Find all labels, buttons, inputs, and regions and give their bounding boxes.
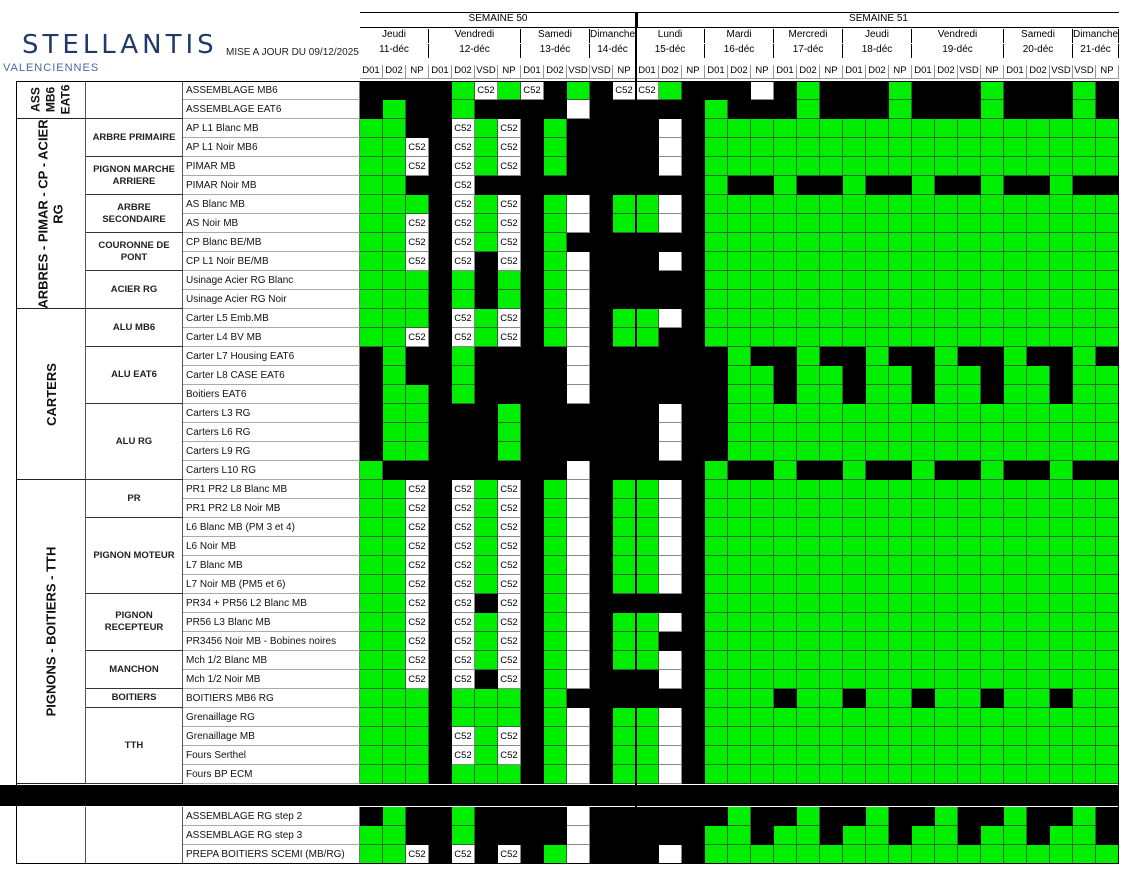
cell-c52: C52 [498,309,521,328]
category-label: ASS MB6 EAT6 [28,84,73,115]
shift-code: D02 [935,65,958,79]
cell-c52: C52 [452,613,475,632]
day-name-10: Dimanche [1073,29,1119,43]
row-label: Usinage Acier RG Noir [183,290,360,309]
update-date: MISE A JOUR DU 09/12/2025 [226,47,359,58]
cell-c52: C52 [498,575,521,594]
row-label: Fours Serthel [183,746,360,765]
row-label: Grenaillage RG [183,708,360,727]
shift-code: D02 [659,65,682,79]
row-label: Mch 1/2 Blanc MB [183,651,360,670]
cell-c52: C52 [498,499,521,518]
cell-c52: C52 [636,81,659,100]
shift-code: D01 [429,65,452,79]
cell-c52: C52 [498,480,521,499]
cell-c52: C52 [452,556,475,575]
day-date-8: 19-déc [912,44,1004,58]
week-51-header: SEMAINE 51 [636,12,1119,28]
cell-c52: C52 [452,119,475,138]
shift-code: NP [981,65,1004,79]
cell-c52: C52 [406,556,429,575]
cell-c52: C52 [406,632,429,651]
shift-code: D02 [797,65,820,79]
group-label: PR [86,480,183,518]
cell-c52: C52 [406,157,429,176]
day-name-8: Vendredi [912,29,1004,43]
group-label: PIGNON MOTEUR [86,518,183,594]
day-name-4: Lundi [636,29,705,43]
cell-c52: C52 [498,518,521,537]
row-label: AS Noir MB [183,214,360,233]
shift-code: D01 [1004,65,1027,79]
group-label: TTH [86,708,183,784]
day-date-7: 18-déc [843,44,912,58]
cell-c52: C52 [498,328,521,347]
row-label: PREPA BOITIERS SCEMI (MB/RG) [183,845,360,864]
cell-c52: C52 [498,670,521,689]
day-name-9: Samedi [1004,29,1073,43]
shift-code: NP [498,65,521,79]
cell-c52: C52 [452,309,475,328]
row-label: AP L1 Blanc MB [183,119,360,138]
cell-c52: C52 [406,499,429,518]
row-label: PR56 L3 Blanc MB [183,613,360,632]
cell-c52: C52 [452,845,475,864]
cell-c52: C52 [452,651,475,670]
cell-c52: C52 [498,119,521,138]
cell-c52: C52 [498,195,521,214]
row-label: PR34 + PR56 L2 Blanc MB [183,594,360,613]
cell-c52: C52 [452,328,475,347]
row-label: Fours BP ECM [183,765,360,784]
group-label: PIGNON RECEPTEUR [86,594,183,651]
shift-code: D01 [705,65,728,79]
cell-c52: C52 [452,252,475,271]
row-label: Carters L10 RG [183,461,360,480]
row-label: Carters L9 RG [183,442,360,461]
cell-c52: C52 [452,499,475,518]
day-name-6: Mercredi [774,29,843,43]
category-label: ARBRES - PIMAR - CP - ACIER RG [36,118,67,309]
cell-c52: C52 [498,537,521,556]
cell-c52: C52 [498,594,521,613]
cell-c52: C52 [452,138,475,157]
category-label: CARTERS [43,362,59,426]
row-label: PR1 PR2 L8 Blanc MB [183,480,360,499]
row-label: Boitiers EAT6 [183,385,360,404]
day-date-9: 20-déc [1004,44,1073,58]
row-label: AS Blanc MB [183,195,360,214]
week-50-header: SEMAINE 50 [360,12,636,28]
site-name: VALENCIENNES [3,62,100,74]
cell-c52: C52 [406,480,429,499]
group-label: ALU RG [86,404,183,480]
shift-code: VSD [567,65,590,79]
shift-code: VSD [590,65,613,79]
row-label: CP Blanc BE/MB [183,233,360,252]
category-label: PIGNONS - BOITIERS - TTH [43,546,59,717]
cell-c52: C52 [406,328,429,347]
day-date-5: 16-déc [705,44,774,58]
group-label: ARBRE SECONDAIRE [86,195,183,233]
row-label: BOITIERS MB6 RG [183,689,360,708]
shift-code: NP [751,65,774,79]
day-name-5: Mardi [705,29,774,43]
shift-code: NP [889,65,912,79]
cell-c52: C52 [498,138,521,157]
cell-c52: C52 [452,632,475,651]
row-label: CP L1 Noir BE/MB [183,252,360,271]
cell-c52: C52 [406,670,429,689]
shift-code: VSD [958,65,981,79]
row-label: Carter L7 Housing EAT6 [183,347,360,366]
cell-c52: C52 [452,727,475,746]
cell-c52: C52 [406,651,429,670]
cell-c52: C52 [406,138,429,157]
row-label: L6 Blanc MB (PM 3 et 4) [183,518,360,537]
group-label: COURONNE DE PONT [86,233,183,271]
shift-code: D01 [843,65,866,79]
cell-c52: C52 [406,594,429,613]
cell-c52: C52 [452,480,475,499]
cell-c52: C52 [498,233,521,252]
cell-c52: C52 [498,746,521,765]
row-label: Carter L8 CASE EAT6 [183,366,360,385]
cell-c52: C52 [475,81,498,100]
cell-c52: C52 [498,157,521,176]
row-label: L6 Noir MB [183,537,360,556]
group-label: MANCHON [86,651,183,689]
row-label: Carters L6 RG [183,423,360,442]
cell-c52: C52 [498,651,521,670]
day-date-2: 13-déc [521,44,590,58]
shift-code: D01 [521,65,544,79]
row-label: ASSEMBLAGE RG step 3 [183,826,360,845]
cell-c52: C52 [452,746,475,765]
shift-code: D02 [544,65,567,79]
cell-c52: C52 [498,727,521,746]
group-label: ARBRE PRIMAIRE [86,119,183,157]
row-label: Grenaillage MB [183,727,360,746]
shift-code: NP [406,65,429,79]
shift-code: D01 [636,65,659,79]
cell-c52: C52 [452,214,475,233]
group-label: PIGNON MARCHE ARRIERE [86,157,183,195]
shift-code: D01 [360,65,383,79]
day-date-1: 12-déc [429,44,521,58]
shift-code: D01 [912,65,935,79]
row-label: Carter L5 Emb.MB [183,309,360,328]
day-date-4: 15-déc [636,44,705,58]
cell-c52: C52 [452,594,475,613]
cell-c52: C52 [452,195,475,214]
shift-code: NP [682,65,705,79]
cell-c52: C52 [406,845,429,864]
cell-c52: C52 [452,157,475,176]
row-label: PR3456 Noir MB - Bobines noires [183,632,360,651]
row-label: Usinage Acier RG Blanc [183,271,360,290]
shift-code: NP [820,65,843,79]
day-name-0: Jeudi [360,29,429,43]
cell-c52: C52 [406,537,429,556]
row-label: PIMAR Noir MB [183,176,360,195]
stellantis-logo: STELLANTIS [22,30,218,60]
row-label: Carter L4 BV MB [183,328,360,347]
shift-code: VSD [475,65,498,79]
cell-c52: C52 [406,575,429,594]
cell-c52: C52 [406,214,429,233]
row-label: L7 Blanc MB [183,556,360,575]
cell-c52: C52 [521,81,544,100]
day-name-7: Jeudi [843,29,912,43]
row-label: ASSEMBLAGE RG step 2 [183,807,360,826]
cell-c52: C52 [498,613,521,632]
day-date-6: 17-déc [774,44,843,58]
shift-code: NP [613,65,636,79]
cell-c52: C52 [498,214,521,233]
cell-c52: C52 [452,233,475,252]
day-date-10: 21-déc [1073,44,1119,58]
row-label: Carters L3 RG [183,404,360,423]
day-name-3: Dimanche [590,29,636,43]
cell-c52: C52 [452,537,475,556]
group-label: ALU MB6 [86,309,183,347]
cell-c52: C52 [406,518,429,537]
cell-c52: C52 [406,252,429,271]
cell-c52: C52 [452,575,475,594]
shift-code: VSD [1073,65,1096,79]
shift-code: D02 [1027,65,1050,79]
cell-c52: C52 [406,613,429,632]
row-label: ASSEMBLAGE EAT6 [183,100,360,119]
row-label: L7 Noir MB (PM5 et 6) [183,575,360,594]
cell-c52: C52 [498,845,521,864]
group-label: ALU EAT6 [86,347,183,404]
cell-c52: C52 [498,556,521,575]
shift-code: D02 [728,65,751,79]
shift-code: NP [1096,65,1119,79]
shift-code: D02 [452,65,475,79]
shift-code: D01 [774,65,797,79]
cell-c52: C52 [452,518,475,537]
cell-c52: C52 [452,176,475,195]
group-label: BOITIERS [86,689,183,708]
cell-c52: C52 [498,252,521,271]
row-label: PIMAR MB [183,157,360,176]
day-name-2: Samedi [521,29,590,43]
row-label: Mch 1/2 Noir MB [183,670,360,689]
group-label: ACIER RG [86,271,183,309]
day-date-3: 14-déc [590,44,636,58]
grid-border [16,81,1119,864]
shift-code: VSD [1050,65,1073,79]
shift-code: D02 [383,65,406,79]
cell-c52: C52 [498,632,521,651]
cell-c52: C52 [452,670,475,689]
day-name-1: Vendredi [429,29,521,43]
row-label: PR1 PR2 L8 Noir MB [183,499,360,518]
cell-c52: C52 [613,81,636,100]
row-label: ASSEMBLAGE MB6 [183,81,360,100]
shift-code: D02 [866,65,889,79]
cell-c52: C52 [406,233,429,252]
row-label: AP L1 Noir MB6 [183,138,360,157]
day-date-0: 11-déc [360,44,429,58]
